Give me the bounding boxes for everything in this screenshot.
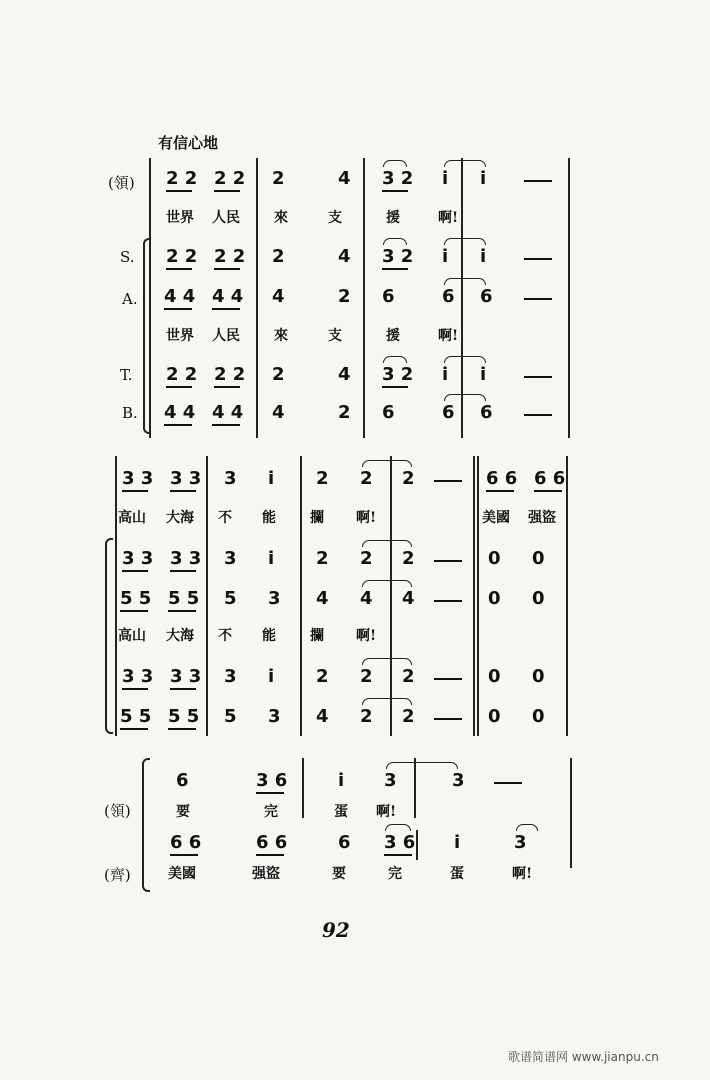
note: 4 (316, 588, 329, 609)
barline (390, 456, 392, 736)
note: i (454, 832, 461, 853)
note: i (480, 364, 487, 385)
underline (382, 386, 408, 388)
underline (486, 490, 514, 492)
slur (383, 238, 407, 245)
choir-brace (105, 538, 113, 734)
underline (168, 610, 196, 612)
system-2-left-bar (115, 456, 117, 736)
underline (382, 190, 408, 192)
note: 2 (402, 468, 415, 489)
note: 2 (338, 402, 351, 423)
note: 4 4 (164, 402, 196, 423)
note: 6 (442, 402, 455, 423)
lyric: 强盜 (528, 510, 556, 526)
note: 2 2 (166, 364, 198, 385)
note: 4 4 (164, 286, 196, 307)
extension-dash (434, 678, 462, 680)
tie (444, 356, 486, 363)
extension-dash (434, 718, 462, 720)
lyric: 支 (328, 328, 342, 344)
extension-dash (524, 414, 552, 416)
lyric: 啊! (438, 328, 459, 344)
note: 3 (224, 666, 237, 687)
underline (166, 386, 192, 388)
note: 2 (316, 468, 329, 489)
note: 3 3 (170, 666, 202, 687)
barline (206, 456, 208, 736)
note: 6 (480, 402, 493, 423)
note: 3 (224, 468, 237, 489)
lyric: 蛋 (450, 866, 464, 882)
tie (444, 278, 486, 285)
lyric: 大海 (166, 628, 194, 644)
barline (363, 158, 365, 438)
note: 4 (338, 168, 351, 189)
note: 2 (316, 666, 329, 687)
lyric: 高山 (118, 628, 146, 644)
note: 2 2 (166, 168, 198, 189)
slur (383, 160, 407, 167)
underline (256, 854, 284, 856)
tie (444, 238, 486, 245)
underline (168, 728, 196, 730)
lyric: 要 (176, 804, 190, 820)
tie (362, 580, 412, 587)
note: 2 (402, 548, 415, 569)
lyric: 支 (328, 210, 342, 226)
lyric: 人民 (212, 328, 240, 344)
note: 2 2 (214, 364, 246, 385)
note: 3 (384, 770, 397, 791)
lyric: 能 (262, 628, 276, 644)
note: 3 (514, 832, 527, 853)
barline (568, 158, 570, 438)
lyric: 美國 (168, 866, 196, 882)
tie (362, 460, 412, 467)
label-tenor: T. (120, 366, 133, 384)
extension-dash (434, 480, 462, 482)
barline (570, 758, 572, 868)
note: 0 (532, 666, 545, 687)
note: 3 2 (382, 168, 414, 189)
note: 3 3 (170, 548, 202, 569)
note: 3 6 (256, 770, 288, 791)
underline (256, 792, 284, 794)
note: 2 2 (214, 168, 246, 189)
note: i (442, 246, 449, 267)
underline (214, 268, 240, 270)
watermark: 歌谱简谱网 www.jianpu.cn (508, 1050, 659, 1064)
lyric: 人民 (212, 210, 240, 226)
note: i (268, 666, 275, 687)
barline (302, 758, 304, 818)
label-lead: (領) (108, 174, 135, 192)
note: 4 (338, 364, 351, 385)
note: 6 (382, 402, 395, 423)
tie (362, 698, 412, 705)
lyric: 攔 (310, 510, 324, 526)
underline (170, 854, 198, 856)
note: 2 (360, 666, 373, 687)
lyric: 高山 (118, 510, 146, 526)
note: 0 (488, 666, 501, 687)
note: 3 (268, 706, 281, 727)
underline (212, 308, 240, 310)
tie (362, 540, 412, 547)
underline (384, 854, 412, 856)
note: 2 (360, 548, 373, 569)
note: 6 6 (256, 832, 288, 853)
underline (166, 190, 192, 192)
barline (256, 158, 258, 438)
extension-dash (524, 180, 552, 182)
note: 2 (272, 246, 285, 267)
extension-dash (494, 782, 522, 784)
extension-dash (524, 376, 552, 378)
note: 2 (272, 168, 285, 189)
note: 4 (338, 246, 351, 267)
note: 6 (338, 832, 351, 853)
extension-dash (524, 258, 552, 260)
lyric: 大海 (166, 510, 194, 526)
note: i (480, 168, 487, 189)
note: 4 4 (212, 402, 244, 423)
tie (386, 762, 458, 769)
note: 6 (382, 286, 395, 307)
note: 4 (402, 588, 415, 609)
note: 4 (360, 588, 373, 609)
extension-dash (434, 600, 462, 602)
lyric: 援 (386, 210, 400, 226)
note: 4 (272, 402, 285, 423)
lyric: 啊! (512, 866, 533, 882)
tie (444, 160, 486, 167)
note: 3 3 (122, 666, 154, 687)
underline (214, 190, 240, 192)
underline (214, 386, 240, 388)
note: 6 6 (486, 468, 518, 489)
note: 6 (480, 286, 493, 307)
note: 3 (268, 588, 281, 609)
note: 2 (360, 468, 373, 489)
note: 2 (338, 286, 351, 307)
note: 5 5 (168, 588, 200, 609)
note: 0 (532, 706, 545, 727)
lyric: 啊! (356, 510, 377, 526)
note: i (268, 548, 275, 569)
barline (416, 830, 418, 860)
label-lead: (領) (104, 802, 131, 820)
note: 6 6 (534, 468, 566, 489)
note: 6 6 (170, 832, 202, 853)
note: i (442, 364, 449, 385)
underline (382, 268, 408, 270)
underline (122, 570, 148, 572)
page-number: 92 (322, 918, 350, 942)
note: 2 (360, 706, 373, 727)
lyric: 不 (218, 510, 232, 526)
label-bass: B. (122, 404, 138, 422)
label-alto: A. (122, 290, 138, 308)
note: 3 3 (122, 468, 154, 489)
lyric: 强盜 (252, 866, 280, 882)
note: 4 (272, 286, 285, 307)
lyric: 來 (274, 210, 288, 226)
note: 2 2 (166, 246, 198, 267)
note: i (480, 246, 487, 267)
note: 5 (224, 588, 237, 609)
lyric: 啊! (438, 210, 459, 226)
lyric: 援 (386, 328, 400, 344)
note: i (442, 168, 449, 189)
note: i (268, 468, 275, 489)
note: 3 3 (170, 468, 202, 489)
note: 2 2 (214, 246, 246, 267)
note: 3 3 (122, 548, 154, 569)
note: 5 5 (168, 706, 200, 727)
note: 0 (488, 588, 501, 609)
extension-dash (434, 560, 462, 562)
lyric: 蛋 (334, 804, 348, 820)
note: 5 5 (120, 588, 152, 609)
note: 4 4 (212, 286, 244, 307)
lyric: 完 (264, 804, 278, 820)
lyric: 來 (274, 328, 288, 344)
barline (473, 456, 475, 736)
underline (122, 490, 148, 492)
lyric: 世界 (166, 210, 194, 226)
note: 6 (176, 770, 189, 791)
lyric: 啊! (356, 628, 377, 644)
underline (166, 268, 192, 270)
tie (516, 824, 538, 831)
extension-dash (524, 298, 552, 300)
barline (300, 456, 302, 736)
note: 4 (316, 706, 329, 727)
note: 5 (224, 706, 237, 727)
underline (534, 490, 562, 492)
note: 3 (224, 548, 237, 569)
tempo-marking: 有信心地 (158, 134, 219, 152)
underline (170, 490, 196, 492)
choir-brace (143, 238, 151, 434)
underline (120, 728, 148, 730)
lyric: 啊! (376, 804, 397, 820)
slur (383, 356, 407, 363)
underline (170, 570, 196, 572)
barline (566, 456, 568, 736)
underline (164, 424, 192, 426)
lyric: 完 (388, 866, 402, 882)
note: 0 (532, 588, 545, 609)
tie (444, 394, 486, 401)
note: 3 2 (382, 364, 414, 385)
tie (362, 658, 412, 665)
lyric: 美國 (482, 510, 510, 526)
note: 2 (402, 666, 415, 687)
underline (120, 610, 148, 612)
underline (170, 688, 196, 690)
barline (477, 456, 479, 736)
note: 6 (442, 286, 455, 307)
note: 2 (402, 706, 415, 727)
note: 2 (272, 364, 285, 385)
note: 3 2 (382, 246, 414, 267)
system-3-brace (142, 758, 150, 892)
lyric: 不 (218, 628, 232, 644)
note: 0 (488, 706, 501, 727)
underline (164, 308, 192, 310)
note: 5 5 (120, 706, 152, 727)
lyric: 要 (332, 866, 346, 882)
underline (122, 688, 148, 690)
note: 0 (532, 548, 545, 569)
note: 3 6 (384, 832, 416, 853)
note: 0 (488, 548, 501, 569)
lyric: 能 (262, 510, 276, 526)
lyric: 攔 (310, 628, 324, 644)
underline (212, 424, 240, 426)
lyric: 世界 (166, 328, 194, 344)
label-soprano: S. (120, 248, 135, 266)
slur (385, 824, 411, 831)
label-unison: (齊) (104, 866, 131, 884)
note: 2 (316, 548, 329, 569)
note: 3 (452, 770, 465, 791)
note: i (338, 770, 345, 791)
